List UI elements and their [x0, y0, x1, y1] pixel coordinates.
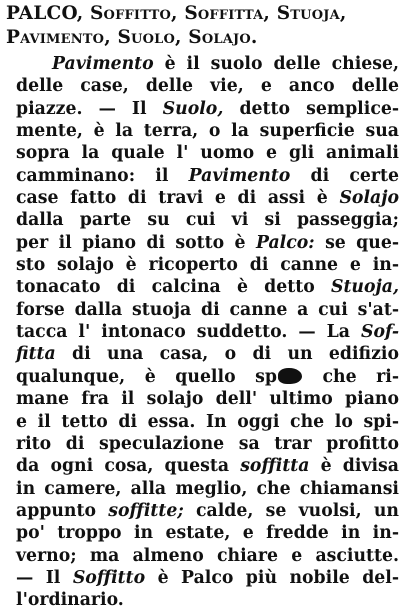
text-line — [16, 165, 399, 187]
text-line — [16, 321, 399, 343]
text-line — [16, 75, 399, 97]
text-line — [16, 299, 399, 321]
heading-term: Pavimento — [6, 27, 105, 48]
text-run: l'ordinario. — [16, 590, 124, 611]
italic-term: Pavimento — [188, 165, 291, 186]
text-line — [16, 545, 399, 567]
heading-term: , — [263, 3, 277, 24]
text-run: mane fra il solajo dell' ultimo piano — [16, 389, 399, 410]
text-run: mente, è la terra, o la superficie sua — [16, 121, 399, 142]
text-run: di una casa, o di un edifizio — [55, 344, 399, 365]
text-line — [16, 478, 399, 500]
heading-term: , — [339, 3, 347, 24]
entry-heading — [6, 2, 402, 50]
italic-term: Suolo, — [162, 98, 224, 119]
text-line — [16, 209, 399, 231]
text-line — [16, 98, 399, 120]
text-line — [16, 567, 399, 589]
heading-term: , — [171, 3, 185, 24]
text-run: è Palco più nobile del- — [145, 567, 400, 588]
text-run: forse dalla stuoja di canne a cui s'at- — [16, 299, 399, 320]
heading-term: Soffitto — [89, 3, 172, 24]
text-line — [16, 120, 399, 142]
text-run: tonacato di calcina è detto — [16, 277, 331, 298]
heading-line-1 — [6, 2, 402, 26]
text-line — [16, 366, 399, 388]
italic-term: Stuoja, — [330, 277, 399, 298]
heading-term: . — [250, 27, 258, 48]
text-run: piazze. — Il — [16, 98, 163, 119]
heading-term: Soffitta — [184, 3, 264, 24]
text-run: se que- — [314, 232, 399, 253]
text-line — [16, 433, 399, 455]
text-run: sto solajo è ricoperto di canne e in- — [16, 255, 399, 276]
text-run: di certe — [290, 165, 399, 186]
text-run: in camere, alla meglio, che chiamansi — [16, 478, 399, 499]
text-run: appunto — [16, 500, 109, 521]
text-run: calde, se vuolsi, un — [183, 500, 399, 521]
italic-term: Palco: — [255, 232, 315, 253]
heading-term: , — [104, 27, 118, 48]
text-line — [16, 455, 399, 477]
ink-blot — [278, 368, 302, 384]
text-run: e il tetto di essa. In oggi che lo spi- — [16, 411, 399, 432]
heading-term: Suolo — [117, 27, 175, 48]
heading-term: Stuoja — [276, 3, 340, 24]
text-line — [16, 343, 399, 365]
heading-term: , — [175, 27, 189, 48]
text-run: dalla parte su cui vi si passeggia; — [16, 210, 399, 231]
text-line — [16, 254, 399, 276]
heading-term: , — [76, 3, 90, 24]
text-line — [16, 232, 399, 254]
italic-term: soffitta — [240, 456, 310, 477]
italic-term: Soffitto — [72, 567, 146, 588]
text-run: sopra la quale l' uomo e gli animali — [16, 143, 399, 164]
text-run: case fatto di travi e di assi è — [16, 188, 340, 209]
italic-term: Sof- — [361, 322, 399, 343]
text-run: verno; ma almeno chiare e asciutte. — [16, 545, 399, 566]
text-run: è divisa — [309, 456, 399, 477]
text-run: che ri- — [302, 366, 399, 387]
italic-term: soffitte; — [108, 500, 184, 521]
italic-term: fitta — [16, 344, 56, 365]
text-run: tacca l' intonaco suddetto. — La — [16, 322, 361, 343]
text-line — [16, 500, 399, 522]
text-run: detto semplice- — [223, 98, 400, 119]
text-run: qualunque, è quello sp — [16, 366, 277, 387]
text-run: per il piano di sotto è — [16, 232, 256, 253]
heading-term: Solajo — [188, 27, 251, 48]
text-run: camminano: il — [16, 165, 189, 186]
text-run: da ogni cosa, questa — [16, 456, 241, 477]
text-run: delle case, delle vie, e anco delle — [16, 76, 399, 97]
entry-body — [16, 53, 399, 612]
italic-term: Pavimento — [52, 54, 154, 74]
heading-term: PALCO — [6, 3, 77, 24]
heading-line-2 — [6, 26, 402, 50]
text-line — [16, 589, 399, 611]
text-run: è il suolo delle chiese, — [153, 54, 399, 74]
text-run: po' troppo in estate, e fredde in in- — [16, 523, 399, 544]
italic-term: Solajo — [339, 188, 399, 209]
text-line — [16, 187, 399, 209]
text-line — [16, 388, 399, 410]
text-line — [16, 53, 399, 75]
text-line — [16, 142, 399, 164]
text-run: — Il — [16, 567, 73, 588]
text-line — [16, 411, 399, 433]
text-line — [16, 276, 399, 298]
text-line — [16, 522, 399, 544]
text-run: rito di speculazione sa trar profitto — [16, 433, 399, 454]
